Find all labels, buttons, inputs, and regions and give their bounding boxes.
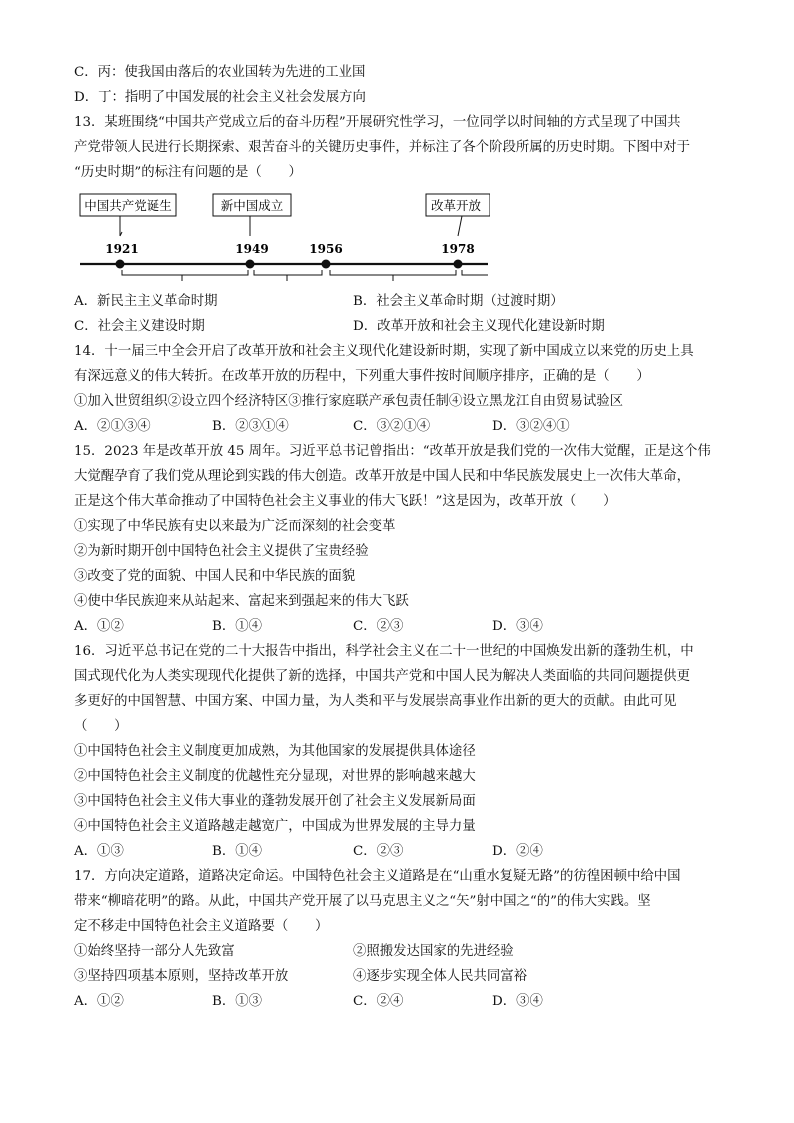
q14-option-d: D．③②④① bbox=[492, 419, 570, 434]
q15-stem-line-1: 15．2023 年是改革开放 45 周年。习近平总书记曾指出：“改革开放是我们党的一次伟大觉醒，正是这个伟 bbox=[74, 444, 711, 459]
timeline-event-label-1: 中国共产党诞生 bbox=[84, 198, 172, 213]
q16-item-3: ③中国特色社会主义伟大事业的蓬勃发展开创了社会主义发展新局面 bbox=[74, 794, 476, 809]
timeline-year-1949: 1949 bbox=[235, 242, 269, 256]
q16-item-2: ②中国特色社会主义制度的优越性充分显现，对世界的影响越来越大 bbox=[74, 769, 476, 784]
q17-item-4: ④逐步实现全体人民共同富裕 bbox=[353, 969, 528, 984]
q15-option-a: A．①② bbox=[74, 619, 124, 634]
q16-stem-line-2: 国式现代化为人类实现现代化提供了新的选择，中国共产党和中国人民为解决人类面临的共同问题提供更 bbox=[74, 669, 690, 684]
q13-stem-line-1: 13．某班围绕“中国共产党成立后的奋斗历程”开展研究性学习，一位同学以时间轴的方式呈现了中国共 bbox=[74, 115, 681, 130]
q15-item-4: ④使中华民族迎来从站起来、富起来到强起来的伟大飞跃 bbox=[74, 594, 409, 609]
q14-option-b: B．②③①④ bbox=[212, 419, 289, 434]
timeline-point-1956 bbox=[322, 260, 331, 269]
timeline-point-1978 bbox=[454, 260, 463, 269]
q16-option-d: D．②④ bbox=[492, 844, 543, 859]
q17-stem-line-1: 17．方向决定道路，道路决定命运。中国特色社会主义道路是在“山重水复疑无路”的彷徨困顿中给中国 bbox=[74, 869, 681, 884]
q13-option-a: A．新民主主义革命时期 bbox=[74, 294, 218, 309]
q16-option-a: A．①③ bbox=[74, 844, 124, 859]
q16-option-c: C．②③ bbox=[353, 844, 404, 859]
q16-item-4: ④中国特色社会主义道路越走越宽广，中国成为世界发展的主导力量 bbox=[74, 819, 476, 834]
q17-stem-line-3: 定不移走中国特色社会主义道路要（ ） bbox=[74, 919, 329, 934]
q17-stem-line-2: 带来“柳暗花明”的路。从此，中国共产党开展了以马克思主义之“矢”射中国之“的”的伟大实践。坚 bbox=[74, 894, 651, 909]
q16-stem-line-4: （ ） bbox=[74, 719, 128, 734]
q17-option-b: B．①③ bbox=[212, 994, 263, 1009]
q16-item-1: ①中国特色社会主义制度更加成熟，为其他国家的发展提供具体途径 bbox=[74, 744, 476, 759]
q14-stem-line-2: 有深远意义的伟大转折。在改革开放的历程中，下列重大事件按时间顺序排序，正确的是（ ） bbox=[74, 369, 650, 384]
q17-item-3: ③坚持四项基本原则，坚持改革开放 bbox=[74, 969, 289, 984]
q15-item-2: ②为新时期开创中国特色社会主义提供了宝贵经验 bbox=[74, 544, 369, 559]
q14-stem-line-3: ①加入世贸组织②设立四个经济特区③推行家庭联产承包责任制④设立黑龙江自由贸易试验区 bbox=[74, 394, 624, 409]
timeline-point-1949 bbox=[246, 260, 255, 269]
timeline-year-1956: 1956 bbox=[309, 242, 343, 256]
q13-stem-line-3: “历史时期”的标注有问题的是（ ） bbox=[74, 165, 302, 180]
q16-stem-line-1: 16．习近平总书记在党的二十大报告中指出，科学社会主义在二十一世纪的中国焕发出新的蓬勃生机，中 bbox=[74, 644, 694, 659]
q14-option-c: C．③②①④ bbox=[353, 419, 431, 434]
q16-stem-line-3: 多更好的中国智慧、中国方案、中国力量，为人类和平与发展崇高事业作出新的更大的贡献。由此可见 bbox=[74, 694, 677, 709]
q12-option-c: C．丙：使我国由落后的农业国转为先进的工业国 bbox=[74, 65, 366, 80]
q16-option-b: B．①④ bbox=[212, 844, 263, 859]
timeline-year-1978: 1978 bbox=[441, 242, 475, 256]
q13-option-c: C．社会主义建设时期 bbox=[74, 319, 205, 334]
q17-option-c: C．②④ bbox=[353, 994, 404, 1009]
q14-stem-line-1: 14．十一届三中全会开启了改革开放和社会主义现代化建设新时期，实现了新中国成立以来党的历史上具 bbox=[74, 344, 694, 359]
timeline-event-label-2: 新中国成立 bbox=[220, 198, 284, 213]
q15-option-d: D．③④ bbox=[492, 619, 543, 634]
timeline-point-1921 bbox=[116, 260, 125, 269]
q13-option-b: B．社会主义革命时期（过渡时期） bbox=[353, 294, 564, 309]
q17-item-1: ①始终坚持一部分人先致富 bbox=[74, 944, 235, 959]
q13-stem-line-2: 产党带领人民进行长期探索、艰苦奋斗的关键历史事件，并标注了各个阶段所属的历史时期。下图中对于 bbox=[74, 140, 690, 155]
q14-option-a: A．②①③④ bbox=[74, 419, 151, 434]
q12-option-d: D．丁：指明了中国发展的社会主义社会发展方向 bbox=[74, 90, 366, 105]
q17-option-d: D．③④ bbox=[492, 994, 543, 1009]
q15-stem-line-3: 正是这个伟大革命推动了中国特色社会主义事业的伟大飞跃！”这是因为，改革开放（ ） bbox=[74, 494, 617, 509]
q15-item-3: ③改变了党的面貌、中国人民和中华民族的面貌 bbox=[74, 569, 356, 584]
q13-timeline-figure bbox=[70, 188, 490, 284]
q15-stem-line-2: 大觉醒孕育了我们党从理论到实践的伟大创造。改革开放是中国人民和中华民族发展史上一次伟大革命， bbox=[74, 469, 690, 484]
q15-option-b: B．①④ bbox=[212, 619, 263, 634]
q17-option-a: A．①② bbox=[74, 994, 124, 1009]
q17-item-2: ②照搬发达国家的先进经验 bbox=[353, 944, 514, 959]
q15-option-c: C．②③ bbox=[353, 619, 404, 634]
timeline-period-brackets bbox=[122, 270, 488, 281]
timeline-year-1921: 1921 bbox=[105, 242, 139, 256]
timeline-event-label-3: 改革开放 bbox=[430, 198, 482, 213]
q13-option-d: D．改革开放和社会主义现代化建设新时期 bbox=[353, 319, 605, 334]
q15-item-1: ①实现了中华民族有史以来最为广泛而深刻的社会变革 bbox=[74, 519, 396, 534]
